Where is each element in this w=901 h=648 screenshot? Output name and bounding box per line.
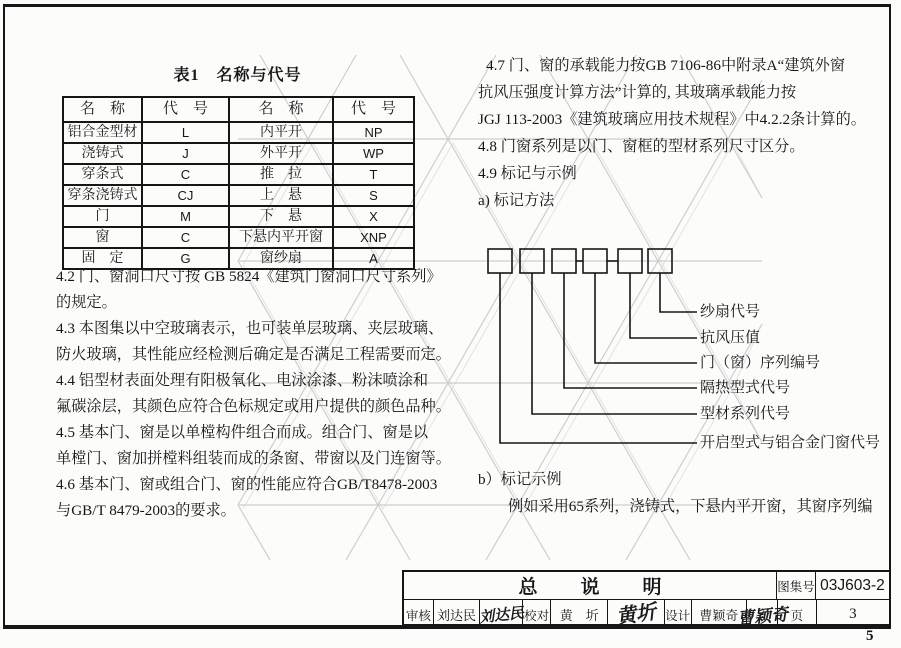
code-box-6 xyxy=(648,249,672,273)
column-header: 代 号 xyxy=(142,97,229,122)
clause-line: 氟碳涂层，其颜色应符合色标规定或用户提供的颜色品种。 xyxy=(56,398,451,415)
cell-code: NP xyxy=(333,122,414,143)
code-box-2 xyxy=(520,249,544,273)
leader-line xyxy=(660,273,697,312)
clause-line: 4.5 基本门、窗是以单樘构件组合而成。组合门、窗是以 xyxy=(56,424,429,441)
design-signature xyxy=(736,600,789,629)
cell-name: 穿条浇铸式 xyxy=(63,185,142,206)
clause-line: 抗风压强度计算方法”计算的, 其玻璃承载能力按 xyxy=(478,84,797,101)
table-row xyxy=(63,122,414,143)
clause-line: 4.2 门、窗洞口尺寸按 GB 5824《建筑门窗洞口尺寸系列》 xyxy=(56,268,442,285)
clause-line: 4.4 铝型材表面处理有阳极氧化、电泳涂漆、粉沫喷涂和 xyxy=(56,372,429,389)
diagram-label-thermal-type-code: 隔热型式代号 xyxy=(700,380,791,396)
signature-text: 刘达民 xyxy=(478,605,525,627)
review-label: 审核 xyxy=(405,608,431,623)
diagram-label-profile-series-code: 型材系列代号 xyxy=(700,406,791,422)
diagram-label-series-number: 门（窗）序列编号 xyxy=(700,355,821,371)
clause-line: 4.3 本图集以中空玻璃表示，也可装单层玻璃、夹层玻璃、 xyxy=(56,320,444,337)
clause-line: 与GB/T 8479-2003的要求。 xyxy=(56,502,236,519)
code-box-4 xyxy=(583,249,607,273)
atlas-number-label: 图集号 xyxy=(776,572,815,599)
cell-code: T xyxy=(333,164,414,185)
cell-name: 窗纱扇 xyxy=(229,248,333,269)
review-name: 刘达民 xyxy=(433,600,480,629)
page-number-value: 3 xyxy=(816,600,889,629)
signature-text: 曹颖奇 xyxy=(736,604,789,629)
column-header: 名 称 xyxy=(63,97,142,122)
table-row xyxy=(63,143,414,164)
cell-name: 固 定 xyxy=(63,248,142,269)
cell-name: 下悬内平开窗 xyxy=(229,227,333,248)
cell-code: A xyxy=(333,248,414,269)
cell-name: 铝合金型材 xyxy=(63,122,142,143)
proofread-label: 校对 xyxy=(522,600,550,629)
leader-line xyxy=(532,273,697,414)
column-header: 名 称 xyxy=(229,97,333,122)
marking-example-heading: b）标记示例 xyxy=(478,471,562,488)
clause-line: 4.8 门窗系列是以门、窗框的型材系列尺寸区分。 xyxy=(478,138,805,155)
review-signature xyxy=(478,600,525,629)
leader-line xyxy=(500,273,697,443)
clause-line: 单樘门、窗加拼樘料组装而成的条窗、带窗以及门连窗等。 xyxy=(56,450,451,467)
cell-name: 门 xyxy=(63,206,142,227)
sheet-title: 总 说 明 xyxy=(518,577,674,598)
cell-name: 下 悬 xyxy=(229,206,333,227)
cell-code: M xyxy=(142,206,229,227)
column-header: 代 号 xyxy=(333,97,414,122)
code-box-3 xyxy=(552,249,576,273)
atlas-number-value: 03J603-2 xyxy=(815,572,889,599)
cell-code: CJ xyxy=(142,185,229,206)
names-and-codes-table xyxy=(62,96,415,270)
table1-title: 表1 名称与代号 xyxy=(173,67,302,84)
left-text-column xyxy=(56,264,456,524)
proofread-name: 黄 圻 xyxy=(550,600,607,629)
clause-line: a) 标记方法 xyxy=(478,192,555,209)
outside-page-number: 5 xyxy=(866,628,874,644)
cell-code: WP xyxy=(333,143,414,164)
clause-line: 的规定。 xyxy=(56,294,117,311)
cell-name: 浇铸式 xyxy=(63,143,142,164)
code-box-5 xyxy=(618,249,642,273)
marking-example-text: 例如采用65系列，浇铸式，下悬内平开窗，其窗序列编 xyxy=(508,498,873,515)
cell-name: 窗 xyxy=(63,227,142,248)
table-row xyxy=(63,227,414,248)
leader-line xyxy=(595,273,697,363)
cell-code: X xyxy=(333,206,414,227)
cell-name: 外平开 xyxy=(229,143,333,164)
cell-code: G xyxy=(142,248,229,269)
cell-code: XNP xyxy=(333,227,414,248)
cell-name: 推 拉 xyxy=(229,164,333,185)
table-row xyxy=(63,185,414,206)
code-box-1 xyxy=(488,249,512,273)
cell-code: C xyxy=(142,164,229,185)
title-block xyxy=(402,570,891,629)
design-name: 曹颖奇 xyxy=(691,600,746,629)
right-text-column xyxy=(478,52,884,214)
diagram-label-screen-sash-code: 纱扇代号 xyxy=(700,304,761,320)
clause-line: 4.6 基本门、窗或组合门、窗的性能应符合GB/T8478-2003 xyxy=(56,476,438,493)
table-header-row xyxy=(63,97,414,122)
table-row xyxy=(63,164,414,185)
design-label: 设计 xyxy=(664,600,691,629)
clause-line: JGJ 113-2003《建筑玻璃应用技术规程》中4.2.2条计算的。 xyxy=(478,111,866,128)
title-block-row-2 xyxy=(404,600,889,629)
cell-name: 内平开 xyxy=(229,122,333,143)
cell-name: 上 悬 xyxy=(229,185,333,206)
clause-line: 4.7 门、窗的承载能力按GB 7106-86中附录A“建筑外窗 xyxy=(486,57,846,74)
table-row xyxy=(63,206,414,227)
clause-line: 4.9 标记与示例 xyxy=(478,165,577,182)
clause-line: 防火玻璃，其性能应经检测后确定是否满足工程需要而定。 xyxy=(56,346,451,363)
diagram-label-opening-type-code: 开启型式与铝合金门窗代号 xyxy=(700,435,881,451)
page-label: 页 xyxy=(777,600,816,629)
proofread-signature xyxy=(607,600,663,629)
leader-line xyxy=(630,273,697,338)
diagram-label-wind-pressure-value: 抗风压值 xyxy=(700,330,761,346)
cell-code: J xyxy=(142,143,229,164)
cell-code: L xyxy=(142,122,229,143)
cell-code: S xyxy=(333,185,414,206)
cell-code: C xyxy=(142,227,229,248)
signature-text: 黄圻 xyxy=(614,601,658,629)
cell-name: 穿条式 xyxy=(63,164,142,185)
